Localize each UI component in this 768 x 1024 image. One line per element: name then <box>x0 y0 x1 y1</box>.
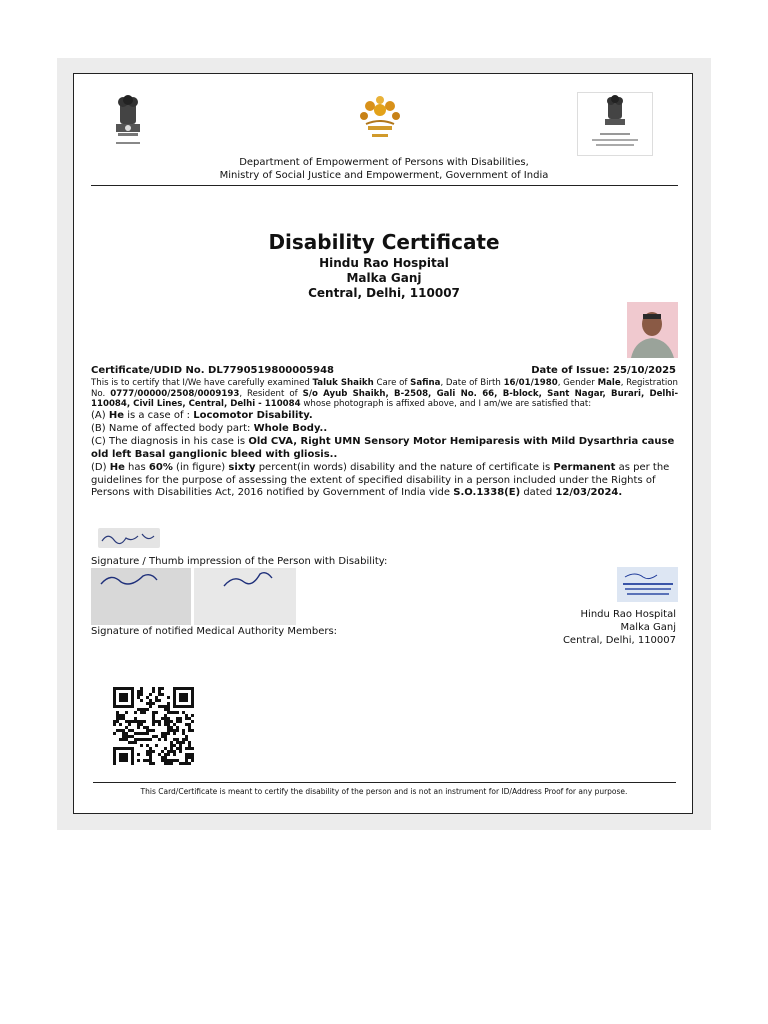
date-of-birth: 16/01/1980 <box>503 378 558 388</box>
item-d-text: percent(in words) disability and the nature of certificate is <box>258 462 551 473</box>
certificate-number-value: DL7790519800005948 <box>208 365 335 376</box>
certificate-title: Disability Certificate <box>268 230 500 254</box>
hospital-name: Hindu Rao Hospital <box>319 256 449 270</box>
body-text: , Registration No. <box>91 378 678 399</box>
disability-percent: 60% <box>148 462 173 473</box>
footer-divider <box>93 782 676 783</box>
care-of-name: Safina <box>410 378 441 388</box>
resident-address: S/o Ayub Shaikh, B-2508, Gali No. 66, B-block, Sant Nagar, Burari, Delhi-110084, Civil Lines, Central, Delhi - 110084 <box>91 388 679 409</box>
hospital-city: Central, Delhi, 110007 <box>308 286 460 300</box>
authority-area: Malka Ganj <box>620 622 676 633</box>
certificate-number <box>91 365 334 376</box>
sugamya-bharat-logo <box>352 92 408 144</box>
disability-percent-words: sixty <box>228 462 256 473</box>
item-a-pronoun: He <box>108 410 124 421</box>
item-b-text: (B) Name of affected body part: <box>91 423 251 434</box>
department-line-1: Department of Empowerment of Persons with Disabilities, <box>239 157 529 168</box>
date-of-issue-value: 25/10/2025 <box>613 365 676 376</box>
department-line-2: Ministry of Social Justice and Empowerment, Government of India <box>219 170 549 181</box>
footer-disclaimer: This Card/Certificate is meant to certify the disability of the person and is not an instrument for ID/Address Proof for any purpose. <box>140 787 628 796</box>
item-d-text: (in figure) <box>176 462 226 473</box>
header-divider <box>91 185 678 186</box>
certificate-number-label: Certificate/UDID No. <box>91 365 205 376</box>
item-d-text: as per the guidelines for the purpose of assessing the extent of specified disability in a person included under the Rights of Persons with Disabilities Act, 2016 notified by Government of India vide <box>91 462 670 498</box>
applicant-photo <box>627 302 678 358</box>
item-a-prefix: (A) <box>91 410 106 421</box>
authority-city: Central, Delhi, 110007 <box>562 635 676 646</box>
person-name: Taluk Shaikh <box>312 378 374 388</box>
disability-type: Locomotor Disability. <box>193 410 313 421</box>
body-text: whose photograph is affixed above, and I am/we are satisfied that: <box>303 399 592 409</box>
medical-authority-stamp-1 <box>91 568 191 625</box>
authority-name: Hindu Rao Hospital <box>580 609 676 620</box>
registration-number: 0777/00000/2508/0009193 <box>110 388 240 399</box>
certification-paragraph <box>91 378 678 410</box>
authority-address <box>563 608 676 647</box>
body-text: , Date of Birth <box>440 378 501 388</box>
medical-authority-stamp-2 <box>194 568 296 625</box>
item-b <box>91 423 678 436</box>
body-text: , Resident of <box>239 388 298 399</box>
affected-body-part: Whole Body.. <box>253 423 328 434</box>
medical-authority-signature-label: Signature of notified Medical Authority Members: <box>91 626 338 637</box>
national-emblem-icon <box>110 94 146 152</box>
department-heading <box>74 156 694 182</box>
body-text: , Gender <box>557 378 595 388</box>
gender: Male <box>597 378 621 388</box>
diagnosis: Old CVA, Right UMN Sensory Motor Hemiparesis with Mild Dysarthria cause old left Basal ganglionic bleed with gliosis.. <box>91 436 675 460</box>
date-of-issue-label: Date of Issue: <box>531 365 610 376</box>
hospital-block <box>74 256 694 301</box>
item-a-text: is a case of : <box>127 410 191 421</box>
item-d-text: dated <box>523 487 553 498</box>
item-d-prefix: (D) <box>91 462 107 473</box>
person-signature-label: Signature / Thumb impression of the Person with Disability: <box>91 556 388 567</box>
person-signature-image <box>98 528 160 548</box>
body-text: This is to certify that I/We have carefully examined <box>91 378 310 388</box>
date-of-issue <box>531 365 676 376</box>
certificate-page <box>73 73 693 814</box>
item-c <box>91 436 678 461</box>
item-d-text: has <box>128 462 146 473</box>
notification-date: 12/03/2024. <box>555 487 623 498</box>
hospital-area: Malka Ganj <box>346 271 422 285</box>
item-a <box>91 410 678 423</box>
gazette-notification: S.O.1338(E) <box>453 487 521 498</box>
item-c-text: (C) The diagnosis in his case is <box>91 436 246 447</box>
item-d <box>91 462 678 500</box>
issuing-authority-stamp <box>617 567 678 602</box>
body-text: Care of <box>376 378 408 388</box>
delhi-govt-emblem-icon <box>577 92 653 156</box>
qr-code <box>113 687 194 765</box>
item-d-pronoun: He <box>109 462 125 473</box>
certificate-nature: Permanent <box>553 462 616 473</box>
